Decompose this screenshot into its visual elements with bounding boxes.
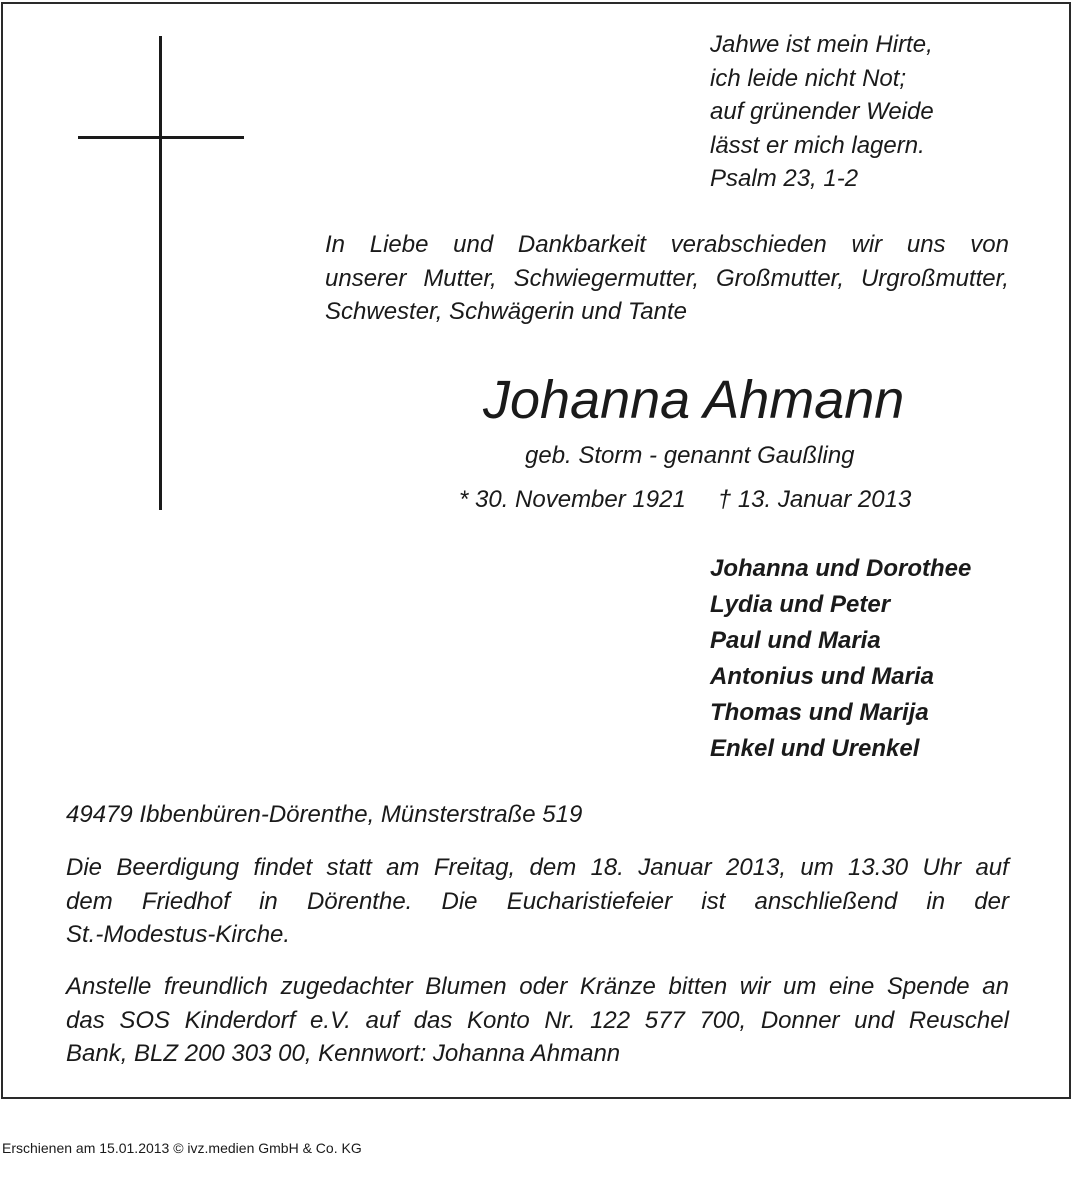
death-date: † 13. Januar 2013 [717, 486, 912, 513]
word: 700, [699, 1006, 747, 1034]
word: um [800, 854, 834, 881]
donation-line-3: Bank, BLZ 200 303 00, Kennwort: Johanna Ahmann [66, 1040, 621, 1067]
word: Dörenthe. [306, 887, 413, 915]
word: Spende [886, 973, 970, 1000]
life-dates [459, 484, 911, 516]
cross-vertical-bar [159, 36, 162, 510]
psalm-line: lässt er mich lagern. [710, 131, 925, 159]
family-member: Enkel und Urenkel [710, 735, 920, 762]
word: Liebe [369, 231, 429, 258]
donation-line-1 [66, 970, 1009, 1004]
word: Blumen [425, 973, 507, 1000]
word: wir [851, 231, 883, 258]
deceased-name: Johanna Ahmann [483, 370, 905, 430]
funeral-paragraph [66, 851, 1009, 952]
word: Kinderdorf [184, 1006, 296, 1034]
word: Freitag, [433, 854, 516, 881]
word: SOS [119, 1006, 171, 1034]
psalm-line: Jahwe ist mein Hirte, [710, 31, 933, 58]
word: 18. [590, 854, 624, 881]
psalm-quote [710, 28, 934, 196]
intro-line-2 [325, 262, 1009, 296]
psalm-line: auf grünender Weide [710, 98, 934, 125]
word: in [259, 887, 278, 915]
funeral-line-1 [66, 851, 1009, 885]
word: 2013, [725, 854, 787, 881]
word: Uhr [922, 854, 962, 881]
word: dem [529, 854, 577, 881]
word: freundlich [163, 973, 269, 1000]
word: Friedhof [141, 887, 230, 915]
word: e.V. [310, 1006, 351, 1034]
family-list [710, 551, 971, 767]
word: dem [66, 887, 113, 915]
funeral-line-2 [66, 885, 1009, 919]
word: Donner [760, 1006, 840, 1034]
funeral-line-3: St.-Modestus-Kirche. [66, 921, 291, 948]
word: und [453, 231, 494, 258]
psalm-reference: Psalm 23, 1-2 [710, 165, 859, 192]
word: In [325, 231, 346, 258]
word: bitten [668, 973, 728, 1000]
birth-name: geb. Storm - genannt Gaußling [525, 442, 855, 469]
word: Eucharistiefeier [506, 887, 673, 915]
word: wir [739, 973, 771, 1000]
word: Nr. [544, 1006, 576, 1034]
word: Schwiegermutter, [513, 264, 700, 292]
word: eine [828, 973, 875, 1000]
word: in [926, 887, 946, 915]
word: zugedachter [280, 973, 413, 1000]
intro-text [325, 228, 1009, 329]
word: findet [253, 854, 313, 881]
word: Mutter, [423, 264, 497, 292]
intro-line-3: Schwester, Schwägerin und Tante [325, 298, 688, 325]
word: das [66, 1006, 105, 1034]
family-member: Johanna und Dorothee [710, 555, 972, 582]
word: und [854, 1006, 895, 1034]
intro-line-1 [325, 228, 1009, 262]
family-member: Paul und Maria [710, 627, 881, 654]
word: um [783, 973, 817, 1000]
psalm-line: ich leide nicht Not; [710, 64, 907, 92]
cross-horizontal-bar [78, 136, 244, 139]
word: Reuschel [908, 1006, 1009, 1034]
word: statt [326, 854, 372, 881]
word: 577 [644, 1006, 685, 1034]
word: oder [519, 973, 568, 1000]
word: Großmutter, [715, 264, 844, 292]
word: ist [701, 887, 726, 915]
address: 49479 Ibbenbüren-Dörenthe, Münsterstraße 519 [66, 801, 583, 828]
word: 122 [590, 1006, 631, 1034]
word: 13.30 [848, 854, 909, 881]
word: Dankbarkeit [517, 231, 646, 258]
birth-date: * 30. November 1921 [459, 486, 686, 513]
word: Die [441, 887, 478, 915]
word: Konto [466, 1006, 530, 1034]
donation-paragraph [66, 970, 1009, 1071]
word: Kränze [579, 973, 656, 1000]
family-member: Antonius und Maria [710, 663, 934, 690]
word: am [386, 854, 420, 881]
word: auf [975, 854, 1009, 881]
word: Urgroßmutter, [860, 264, 1009, 292]
word: an [982, 973, 1009, 1000]
word: von [970, 231, 1009, 258]
publication-footer: Erschienen am 15.01.2013 © ivz.medien GmbH & Co. KG [2, 1140, 362, 1156]
donation-line-2 [66, 1004, 1009, 1038]
word: das [413, 1006, 453, 1034]
word: anschließend [754, 887, 898, 915]
word: Beerdigung [116, 854, 240, 881]
word: unserer [325, 264, 407, 292]
family-member: Lydia und Peter [710, 591, 891, 618]
word: der [974, 887, 1009, 915]
word: verabschieden [670, 231, 827, 258]
word: Anstelle [66, 973, 152, 1000]
word: Januar [638, 854, 712, 881]
word: uns [906, 231, 946, 258]
word: auf [365, 1006, 399, 1034]
word: Die [66, 854, 103, 881]
family-member: Thomas und Marija [710, 699, 929, 726]
